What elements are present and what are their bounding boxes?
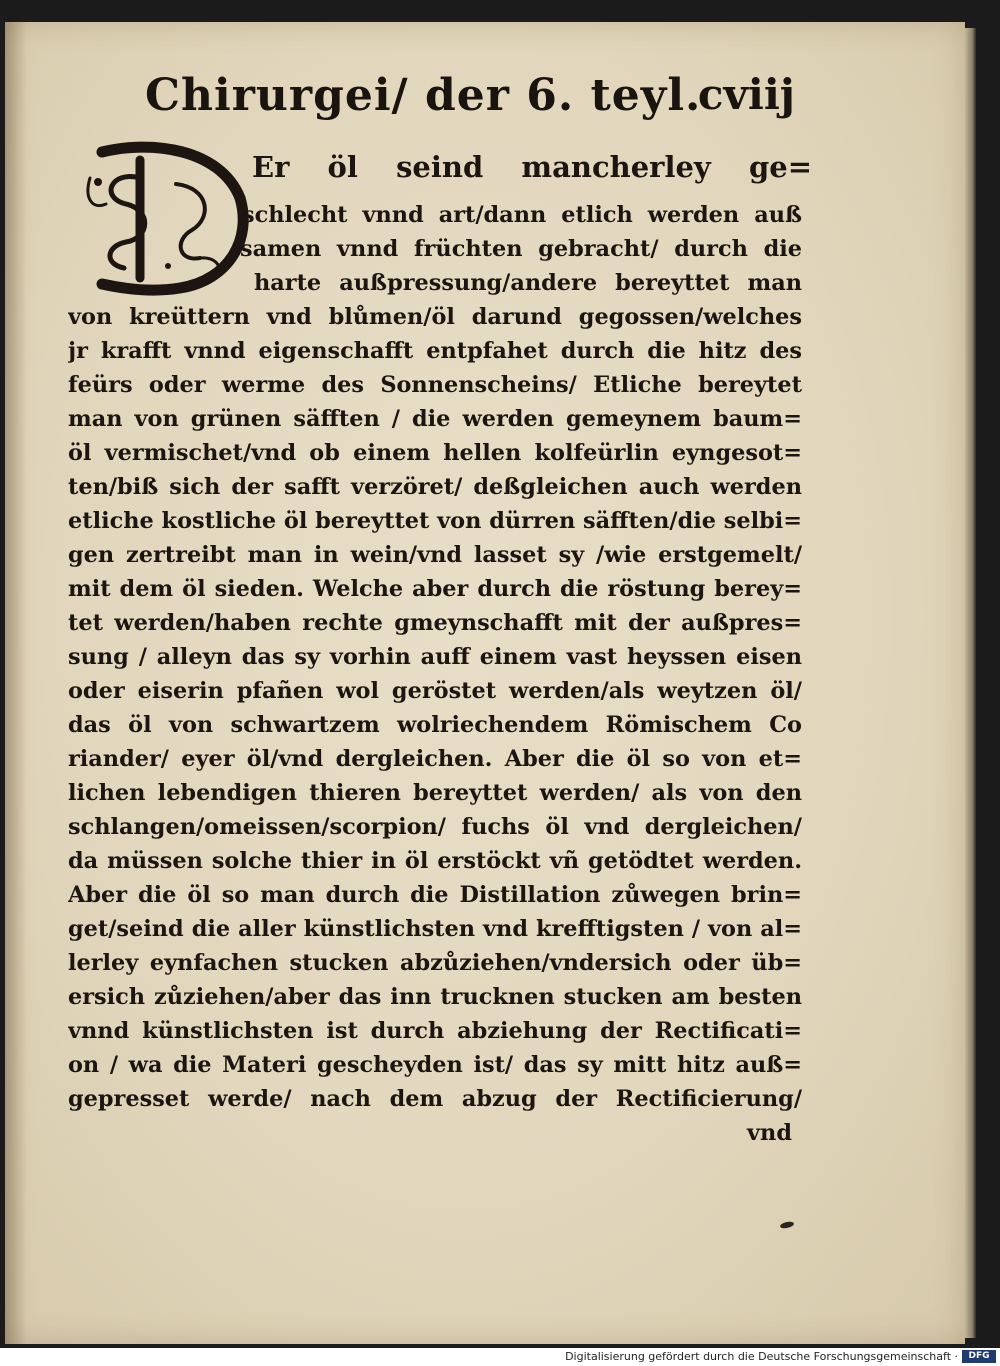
text-line: samen vnnd früchten gebracht/ durch die bbox=[240, 236, 802, 262]
text-line: gen zertreibt man in wein/vnd lasset sy /wie erstgemelt/ bbox=[68, 542, 802, 568]
text-line: riander/ eyer öl/vnd dergleichen. Aber die öl so von et= bbox=[68, 746, 802, 772]
text-line: mit dem öl sieden. Welche aber durch die röstung berey= bbox=[68, 576, 802, 602]
text-line: oder eiserin pfañen wol geröstet werden/als weytzen öl/ bbox=[68, 678, 802, 704]
text-line: Er öl seind mancherley ge= bbox=[252, 150, 812, 184]
catchword: vnd bbox=[747, 1120, 792, 1146]
text-line: ersich zůziehen/aber das inn trucknen stucken am besten bbox=[68, 984, 802, 1010]
gutter-shadow bbox=[5, 22, 27, 1344]
text-line: gepresset werde/ nach dem abzug der Rectificierung/ bbox=[68, 1086, 802, 1112]
text-line: harte außpressung/andere bereyttet man bbox=[254, 270, 802, 296]
text-line: schlecht vnnd art/dann etlich werden auß bbox=[242, 202, 802, 228]
text-line: von kreüttern vnd blůmen/öl darund gegossen/welches bbox=[68, 304, 802, 330]
funding-credit: Digitalisierung gefördert durch die Deutsche Forschungsgemeinschaft · bbox=[565, 1350, 958, 1363]
text-line: on / wa die Materi gescheyden ist/ das sy mitt hitz auß= bbox=[68, 1052, 802, 1078]
text-line: man von grünen säfften / die werden gemeynem baum= bbox=[68, 406, 802, 432]
text-line: tet werden/haben rechte gmeynschafft mit der außpres= bbox=[68, 610, 802, 636]
dfg-logo-icon: DFG bbox=[962, 1350, 996, 1363]
text-line: get/seind die aller künstlichsten vnd krefftigsten / von al= bbox=[68, 916, 802, 942]
folio-number: cviij bbox=[697, 70, 795, 119]
running-head bbox=[145, 62, 795, 132]
footer-bar bbox=[0, 1348, 1000, 1366]
text-line: lichen lebendigen thieren bereyttet werden/ als von den bbox=[68, 780, 802, 806]
text-line: da müssen solche thier in öl erstöckt vñ getödtet werden. bbox=[68, 848, 802, 874]
text-line: das öl von schwartzem wolriechendem Römischem Co bbox=[68, 712, 802, 738]
text-line: schlangen/omeissen/scorpion/ fuchs öl vnd dergleichen/ bbox=[68, 814, 802, 840]
text-line: feürs oder werme des Sonnenscheins/ Etliche bereytet bbox=[68, 372, 802, 398]
decorated-initial-d-icon bbox=[80, 138, 250, 298]
text-line: lerley eynfachen stucken abzůziehen/vndersich oder üb= bbox=[68, 950, 802, 976]
text-line: sung / alleyn das sy vorhin auff einem vast heyssen eisen bbox=[68, 644, 802, 670]
decorated-initial bbox=[80, 138, 250, 298]
running-title: Chirurgei/ der 6. teyl. bbox=[145, 70, 702, 121]
text-line: ten/biß sich der safft verzöret/ deßgleichen auch werden bbox=[68, 474, 802, 500]
text-line: Aber die öl so man durch die Distillation zůwegen brin= bbox=[68, 882, 802, 908]
page-edge bbox=[964, 28, 976, 1338]
text-line: vnnd künstlichsten ist durch abziehung der Rectificati= bbox=[68, 1018, 802, 1044]
text-line: jr krafft vnnd eigenschafft entpfahet durch die hitz des bbox=[68, 338, 802, 364]
text-line: etliche kostliche öl bereyttet von dürren säfften/die selbi= bbox=[68, 508, 802, 534]
text-line: öl vermischet/vnd ob einem hellen kolfeürlin eyngesot= bbox=[68, 440, 802, 466]
